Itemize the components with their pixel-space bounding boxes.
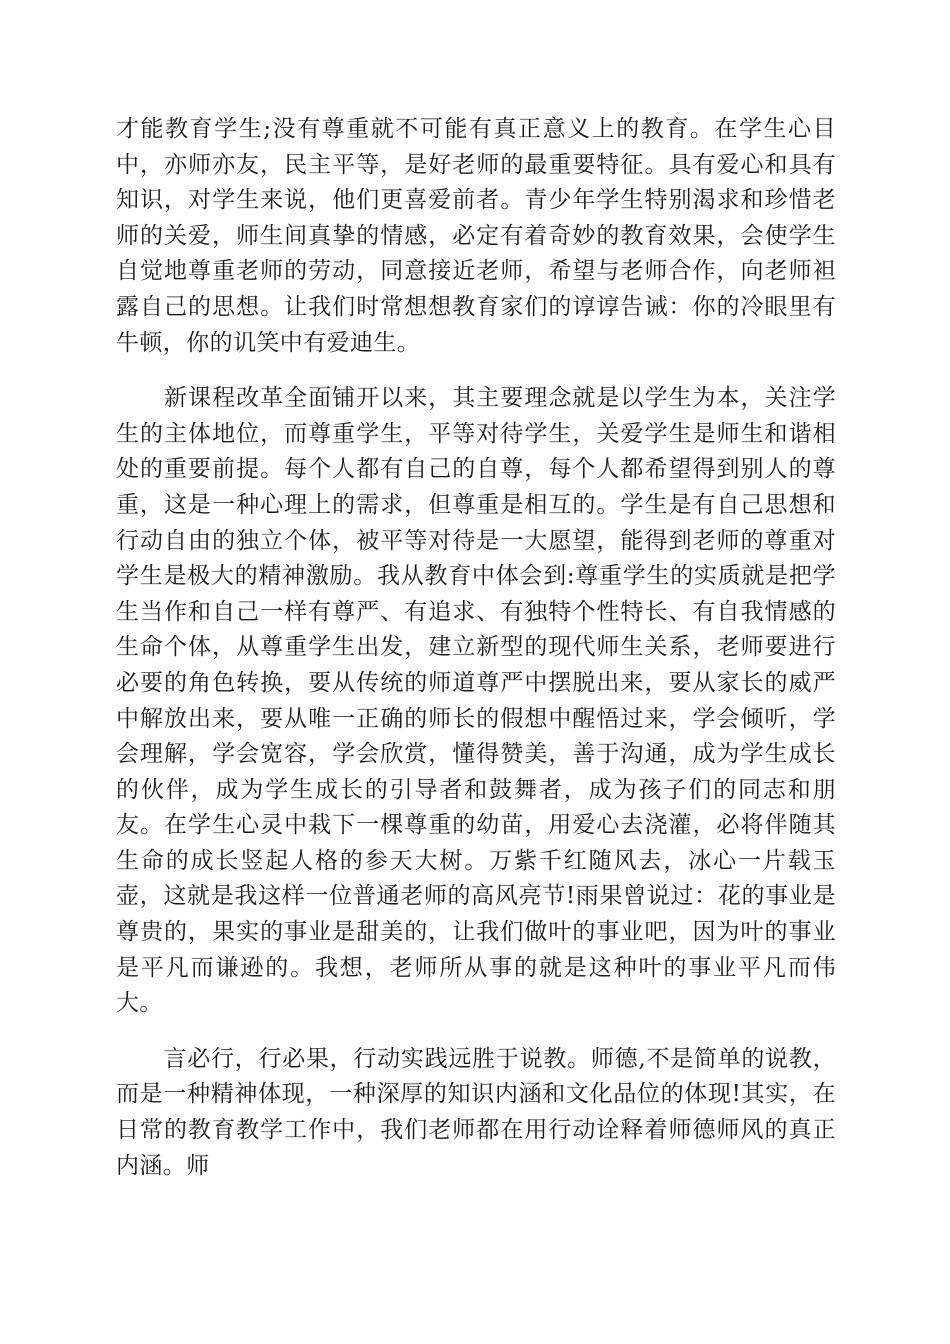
document-body (116, 112, 836, 1204)
paragraph-3: 言必行，行必果，行动实践远胜于说教。师德,不是简单的说教，而是一种精神体现，一种深厚的知识内涵和文化品位的体现!其实，在日常的教育教学工作中，我们老师都在用行动诠释着师德师风的真正内涵。师 (116, 1045, 836, 1179)
paragraph-2: 新课程改革全面铺开以来，其主要理念就是以学生为本，关注学生的主体地位，而尊重学生，平等对待学生，关爱学生是师生和谐相处的重要前提。每个人都有自己的自尊，每个人都希望得到别人的尊重，这是一种心理上的需求，但尊重是相互的。学生是有自己思想和行动自由的独立个体，被平等对待是一大愿望，能得到老师的尊重对学生是极大的精神激励。我从教育中体会到:尊重学生的实质就是把学生当作和自己一样有尊严、有追求、有独特个性特长、有自我情感的生命个体，从尊重学生出发，建立新型的现代师生关系，老师要进行必要的角色转换，要从传统的师道尊严中摆脱出来，要从家长的威严中解放出来，要从唯一正确的师长的假想中醒悟过来，学会倾听，学会理解，学会宽容，学会欣赏，懂得赞美，善于沟通，成为学生成长的伙伴，成为学生成长的引导者和鼓舞者，成为孩子们的同志和朋友。在学生心灵中栽下一棵尊重的幼苗，用爱心去浇灌，必将伴随其生命的成长竖起人格的参天大树。万紫千红随风去，冰心一片载玉壶，这就是我这样一位普通老师的高风亮节!雨果曾说过：花的事业是尊贵的，果实的事业是甜美的，让我们做叶的事业吧，因为叶的事业是平凡而谦逊的。我想，老师所从事的就是这种叶的事业平凡而伟大。 (116, 385, 836, 1017)
paragraph-1: 才能教育学生;没有尊重就不可能有真正意义上的教育。在学生心目中，亦师亦友，民主平等，是好老师的最重要特征。具有爱心和具有知识，对学生来说，他们更喜爱前者。青少年学生特别渴求和珍惜老师的关爱，师生间真挚的情感，必定有着奇妙的教育效果，会使学生自觉地尊重老师的劳动，同意接近老师，希望与老师合作，向老师袒露自己的思想。让我们时常想想教育家们的谆谆告诫：你的冷眼里有牛顿，你的讥笑中有爱迪生。 (116, 116, 836, 356)
